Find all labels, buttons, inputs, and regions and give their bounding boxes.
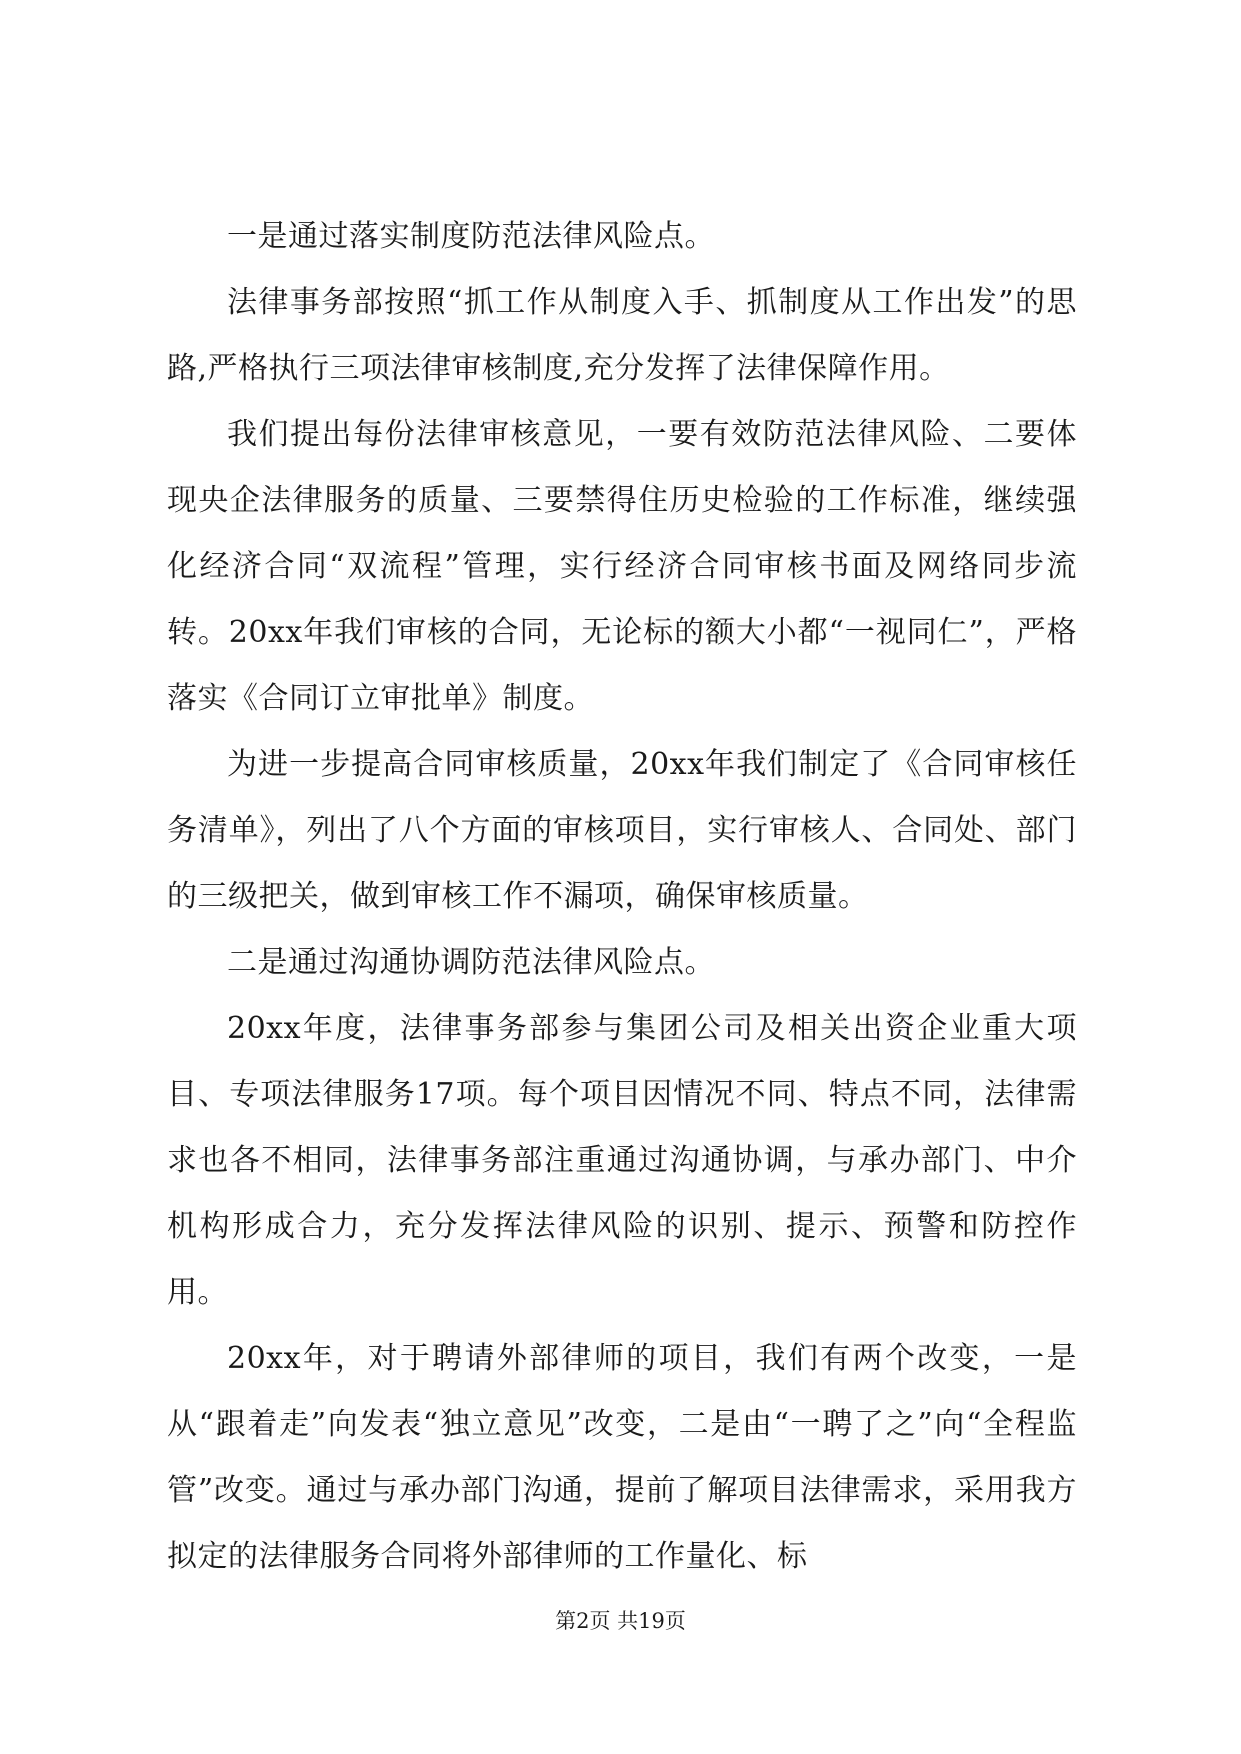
paragraph: 法律事务部按照“抓工作从制度入手、抓制度从工作出发”的思路,严格执行三项法律审核制度,充分发挥了法律保障作用。 xyxy=(167,285,1077,386)
paragraph: 我们提出每份法律审核意见，一要有效防范法律风险、二要体现央企法律服务的质量、三要禁得住历史检验的工作标准，继续强化经济合同“双流程”管理，实行经济合同审核书面及网络同步流转。20xx年我们审核的合同，无论标的额大小都“一视同仁”，严格落实《合同订立审批单》制度。 xyxy=(167,417,1077,716)
document-body xyxy=(167,204,1077,1590)
paragraph: 为进一步提高合同审核质量，20xx年我们制定了《合同审核任务清单》，列出了八个方面的审核项目，实行审核人、合同处、部门的三级把关，做到审核工作不漏项，确保审核质量。 xyxy=(167,747,1077,914)
paragraph: 20xx年，对于聘请外部律师的项目，我们有两个改变，一是从“跟着走”向发表“独立意见”改变，二是由“一聘了之”向“全程监管”改变。通过与承办部门沟通，提前了解项目法律需求，采用我方拟定的法律服务合同将外部律师的工作量化、标 xyxy=(167,1341,1077,1574)
paragraph-heading-1: 一是通过落实制度防范法律风险点。 xyxy=(227,219,715,254)
paragraph: 20xx年度，法律事务部参与集团公司及相关出资企业重大项目、专项法律服务17项。每个项目因情况不同、特点不同，法律需求也各不相同，法律事务部注重通过沟通协调，与承办部门、中介机构形成合力，充分发挥法律风险的识别、提示、预警和防控作用。 xyxy=(167,1011,1077,1310)
paragraph-heading-2: 二是通过沟通协调防范法律风险点。 xyxy=(227,945,715,980)
page-number-footer: 第2页 共19页 xyxy=(555,1609,686,1633)
